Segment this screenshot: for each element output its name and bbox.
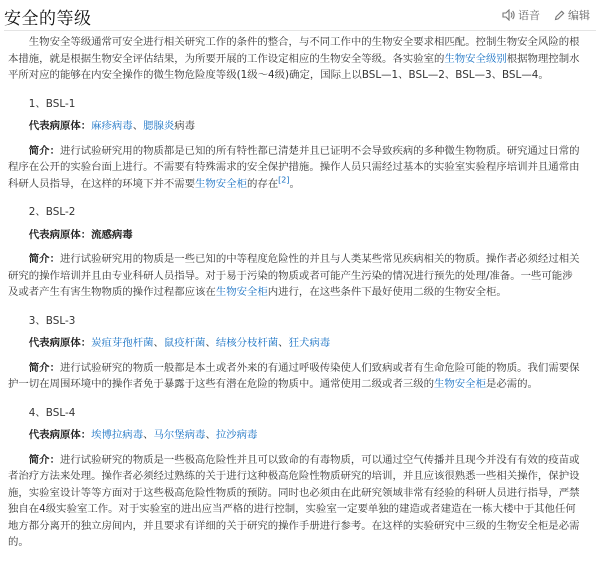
summary-text: 的存在 [246,177,279,190]
separator: 、 [205,429,216,441]
summary-text: 。 [289,177,300,190]
citation-2[interactable]: [2] [278,175,290,185]
pathogen-line-bsl-1 [8,118,582,135]
summary-label: 简介： [28,453,60,466]
summary-text: 进行试验研究的物质一般都是本土或者外来的有通过呼吸传染使人们致病或者有生命危险可能的物质。我们需要保护一切在周围环境中的操作者免于暴露于这些有潜在危险的物质中。通常使用二级或者三级的 [8,361,580,390]
summary-text: 进行试验研究的物质是一些极高危险性并且可以致命的有毒物质，可以通过空气传播并且现今并没有有效的疫苗或者治疗方法来处理。操作者必须经过熟练的关于进行这种极高危险性物质研究的培训，并且应该很熟悉一些相关操作，保护设施，实验室设计等等方面对于这些极高危险性物质的预防。同时也必须由在此研究领域非常有经验的科研人员进行指导，严禁独自在4级实验室工作。对于实验室的进出应当严格的进行控制，实验室一定要单独的建造或者建造在一栋大楼中于其他任何地方都分离开的独立房间内，并且要求有详细的关于研究的操作手册进行参考。在这样的实验研究中三级的生物安全柜是必需的。 [8,453,580,548]
article-body [8,34,582,551]
summary-label: 简介： [28,144,60,157]
pathogen-suffix: 病毒 [174,120,196,132]
voice-label: 语音 [518,9,540,22]
link-marburg-virus[interactable]: 马尔堡病毒 [153,429,206,441]
pathogen-label: 代表病原体： [28,228,92,241]
header-tools [488,7,590,23]
pathogen-influenza: 流感病毒 [91,228,133,241]
link-biosafety-cabinet[interactable]: 生物安全柜 [434,378,486,390]
summary-label: 简介： [28,253,60,265]
link-biosafety-level[interactable]: 生物安全级别 [444,52,507,65]
summary-bsl-1 [8,143,582,193]
link-ebola-virus[interactable]: 埃博拉病毒 [91,429,144,441]
pathogen-label: 代表病原体： [28,429,92,441]
pathogen-line-bsl-3 [8,335,582,352]
separator: 、 [153,337,164,349]
summary-text: 进行试验研究用的物质是一些已知的中等程度危险性的并且与人类某些常见疾病相关的物质。操作者必须经过相关研究的操作培训并且由专业科研人员指导。对于易于污染的物质或者可能产生污染的情况进行预先的处理/准备。一些可能涉及或者产生有害生物物质的操作过程都应该在 [8,253,580,298]
edit-button[interactable] [554,7,590,23]
link-mycobacterium-tuberculosis[interactable]: 结核分枝杆菌 [215,337,279,349]
link-biosafety-cabinet[interactable]: 生物安全柜 [215,286,268,298]
separator: 、 [278,337,289,349]
separator: 、 [205,337,216,349]
separator: 、 [132,120,144,132]
link-lassa-virus[interactable]: 拉沙病毒 [215,429,258,441]
summary-label: 简介： [28,361,60,374]
separator: 、 [143,429,154,441]
heading-bsl-2: 2、BSL-2 [28,206,76,218]
summary-bsl-2 [8,251,582,301]
link-measles-virus[interactable]: 麻疹病毒 [91,120,133,132]
link-bacillus-anthracis[interactable]: 炭疽芽孢杆菌 [91,337,154,349]
summary-bsl-4 [8,452,582,551]
heading-bsl-1: 1、BSL-1 [28,97,76,110]
link-mumps[interactable]: 腮腺炎 [143,120,175,132]
heading-bsl-3: 3、BSL-3 [28,314,76,327]
link-biosafety-cabinet[interactable]: 生物安全柜 [195,177,247,190]
speaker-icon [502,9,515,21]
heading-bsl-4: 4、BSL-4 [28,406,76,419]
pathogen-label: 代表病原体： [28,337,92,349]
intro-paragraph [8,34,582,84]
section-header [4,0,596,31]
intro-text-2: 根据物理控制水平所对应的能够在内安全操作的微生物危险度等级(1级～4级)确定，国际上以BSL—1、BSL—2、BSL—3、BSL—4。 [8,52,580,81]
link-yersinia-pestis[interactable]: 鼠疫杆菌 [163,337,206,349]
pathogen-line-bsl-2 [8,227,582,244]
section-title: 安全的等级 [4,9,92,29]
summary-text: 内进行，在这些条件下最好使用二级的生物安全柜。 [267,286,507,298]
pencil-icon [554,10,565,21]
pathogen-line-bsl-4 [8,427,582,444]
summary-text: 进行试验研究用的物质都是已知的所有特性都已清楚并且已证明不会导致疾病的多种微生物物质。研究通过日常的程序在公开的实验台面上进行。不需要有特殊需求的安全保护措施。操作人员只需经过基本的实验室实验程序培训并且通常由科研人员指导，在这样的环境下并不需要 [8,144,580,190]
summary-bsl-3 [8,360,582,393]
link-rabies-virus[interactable]: 狂犬病毒 [288,337,331,349]
voice-button[interactable] [502,7,540,23]
edit-label: 编辑 [568,9,590,22]
intro-text-1: 生物安全等级通常可安全进行相关研究工作的条件的整合，与不同工作中的生物安全要求相匹配。控制生物安全风险的根本措施，就是根据生物安全评估结果，为所要开展的工作设定相应的生物安全等级。各实验室的 [8,36,580,65]
pathogen-label: 代表病原体： [28,120,92,132]
summary-text: 是必需的。 [485,378,538,390]
